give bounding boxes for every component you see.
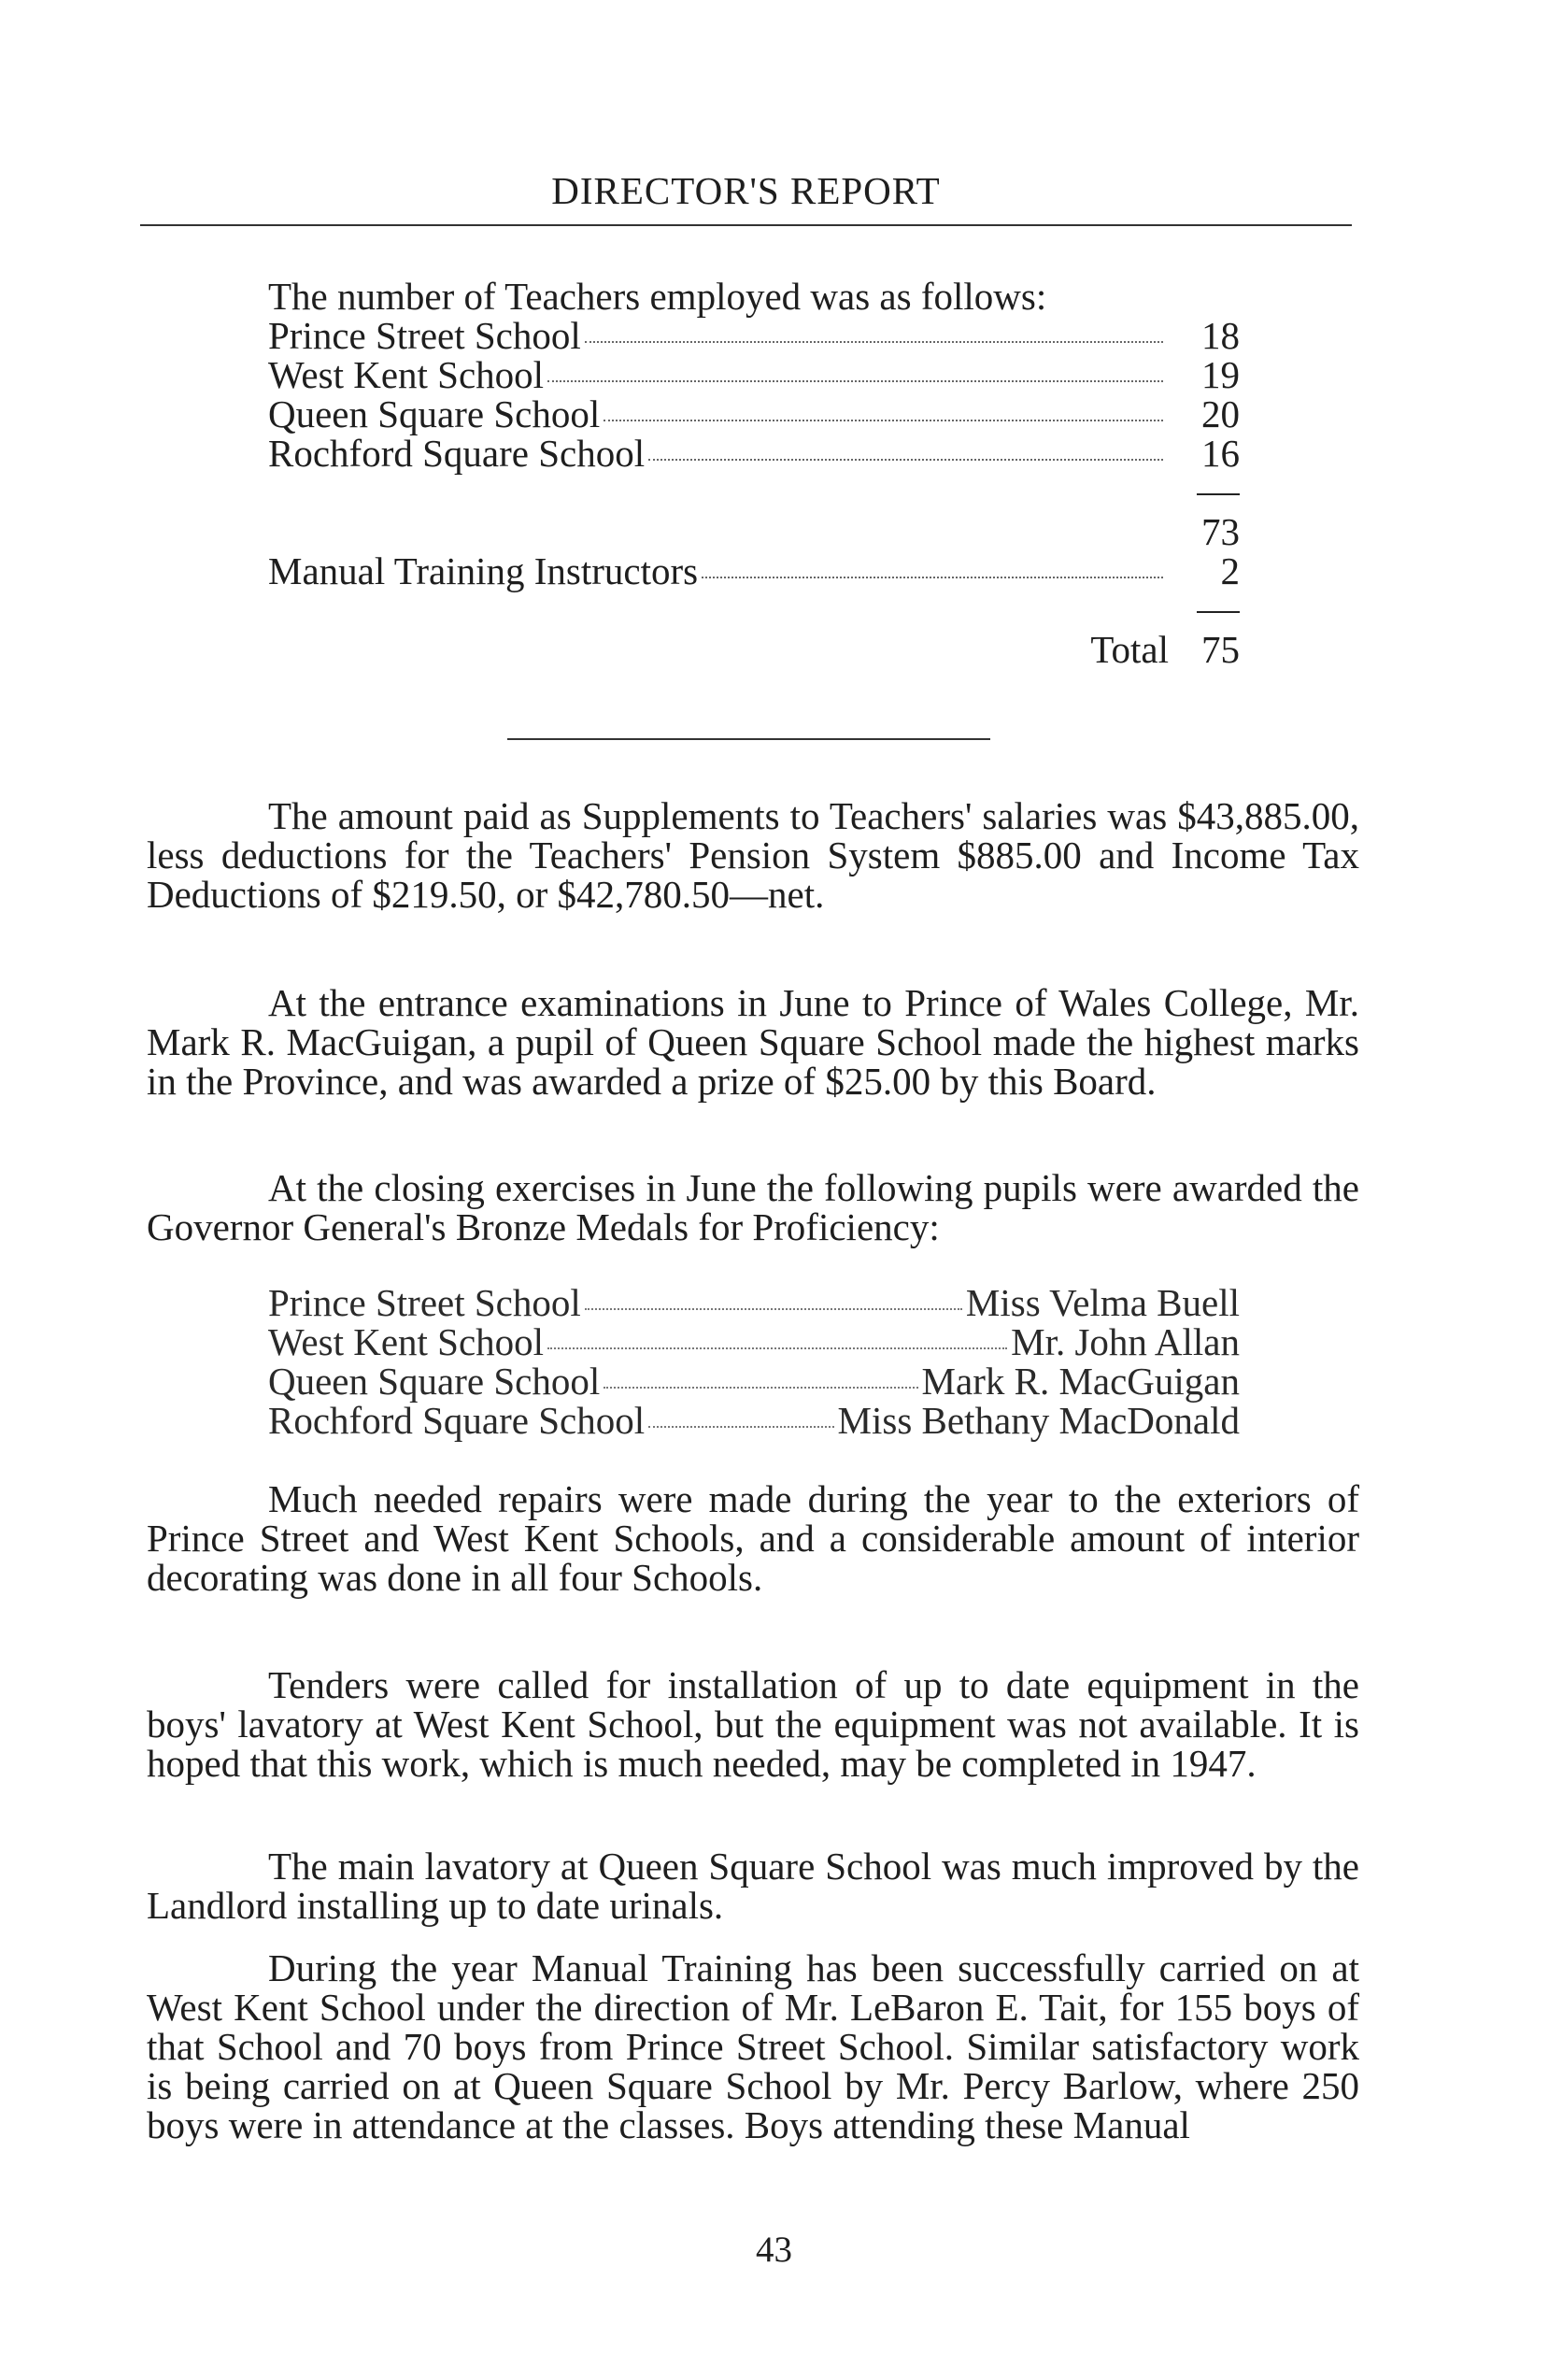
tenders-paragraph: Tenders were called for installation of up to date equipment in the boys' lavatory at West Kent School, but the equipment was not available. It is hoped that this work, which is much needed, may be completed in 1947. (147, 1663, 1359, 1785)
manual-training-row (268, 551, 1240, 591)
medal-winners-list (268, 1283, 1240, 1440)
dot-leader (585, 1308, 962, 1310)
subtotal-rule-row (268, 473, 1240, 512)
total-label: Total (1090, 628, 1169, 671)
section-divider (507, 738, 990, 740)
dot-leader (604, 420, 1163, 421)
school-name: Rochford Square School (268, 432, 646, 475)
dot-leader (585, 341, 1163, 343)
teacher-count: 16 (1201, 432, 1240, 475)
dot-leader (648, 1426, 833, 1428)
teacher-count: 20 (1201, 392, 1240, 435)
manual-training-paragraph: During the year Manual Training has been successfully carried on at West Kent School under the direction of Mr. LeBaron E. Tait, for 155 boys of that School and 70 boys from Prince Street School. Similar satisfactory work is being carried on at Queen Square School by Mr. Percy Barlow, where 250 boys were in attendance at the classes. Boys attending these Manual (147, 1946, 1359, 2146)
header-rule (140, 224, 1352, 226)
medal-school: West Kent School (268, 1320, 545, 1363)
dot-leader (604, 1387, 917, 1389)
subtotal-value: 73 (1201, 510, 1240, 553)
page-number: 43 (756, 2230, 792, 2270)
dot-leader (547, 1347, 1007, 1349)
subtotal-rule (1197, 493, 1240, 495)
medal-row (268, 1361, 1240, 1401)
teacher-row (268, 434, 1240, 473)
subtotal-row (268, 512, 1240, 551)
medal-row (268, 1283, 1240, 1322)
teacher-row (268, 316, 1240, 355)
medal-winner: Miss Velma Buell (965, 1281, 1240, 1324)
lavatory-paragraph: The main lavatory at Queen Square School was much improved by the Landlord installing up to date urinals. (147, 1845, 1359, 1927)
teacher-row (268, 394, 1240, 434)
manual-training-label: Manual Training Instructors (268, 549, 699, 592)
medal-winner: Mr. John Allan (1011, 1320, 1240, 1363)
teacher-count: 19 (1201, 353, 1240, 396)
school-name: Queen Square School (268, 392, 601, 435)
dot-leader (547, 380, 1163, 382)
closing-exercises-paragraph: At the closing exercises in June the following pupils were awarded the Governor General's Bronze Medals for Proficiency: (147, 1166, 1359, 1248)
school-name: West Kent School (268, 353, 545, 396)
medal-winner: Miss Bethany MacDonald (837, 1399, 1240, 1442)
medal-school: Prince Street School (268, 1281, 581, 1324)
total-value: 75 (1201, 628, 1240, 671)
dot-leader (702, 577, 1163, 578)
medal-row (268, 1322, 1240, 1361)
manual-training-count: 2 (1220, 549, 1240, 592)
teacher-count-intro: The number of Teachers employed was as follows: (268, 275, 1047, 318)
dot-leader (648, 459, 1163, 461)
entrance-exam-paragraph: At the entrance examinations in June to Prince of Wales College, Mr. Mark R. MacGuigan, a pupil of Queen Square School made the highest marks in the Province, and was awarded a prize of $25.00 by this Board. (147, 981, 1359, 1103)
teacher-row (268, 355, 1240, 394)
school-name: Prince Street School (268, 314, 581, 357)
medal-row (268, 1401, 1240, 1440)
medal-school: Rochford Square School (268, 1399, 646, 1442)
medal-winner: Mark R. MacGuigan (921, 1360, 1240, 1403)
repairs-paragraph: Much needed repairs were made during the year to the exteriors of Prince Street and West Kent Schools, and a considerable amount of interior decorating was done in all four Schools. (147, 1477, 1359, 1599)
total-rule (1197, 611, 1240, 613)
total-row (268, 630, 1240, 669)
teacher-count: 18 (1201, 314, 1240, 357)
running-head: DIRECTOR'S REPORT (551, 169, 941, 212)
total-rule-row (268, 591, 1240, 630)
supplements-paragraph: The amount paid as Supplements to Teachers' salaries was $43,885.00, less deductions for the Teachers' Pension System $885.00 and Income Tax Deductions of $219.50, or $42,780.50—net. (147, 794, 1359, 916)
teacher-count-table (268, 277, 1240, 669)
medal-school: Queen Square School (268, 1360, 601, 1403)
